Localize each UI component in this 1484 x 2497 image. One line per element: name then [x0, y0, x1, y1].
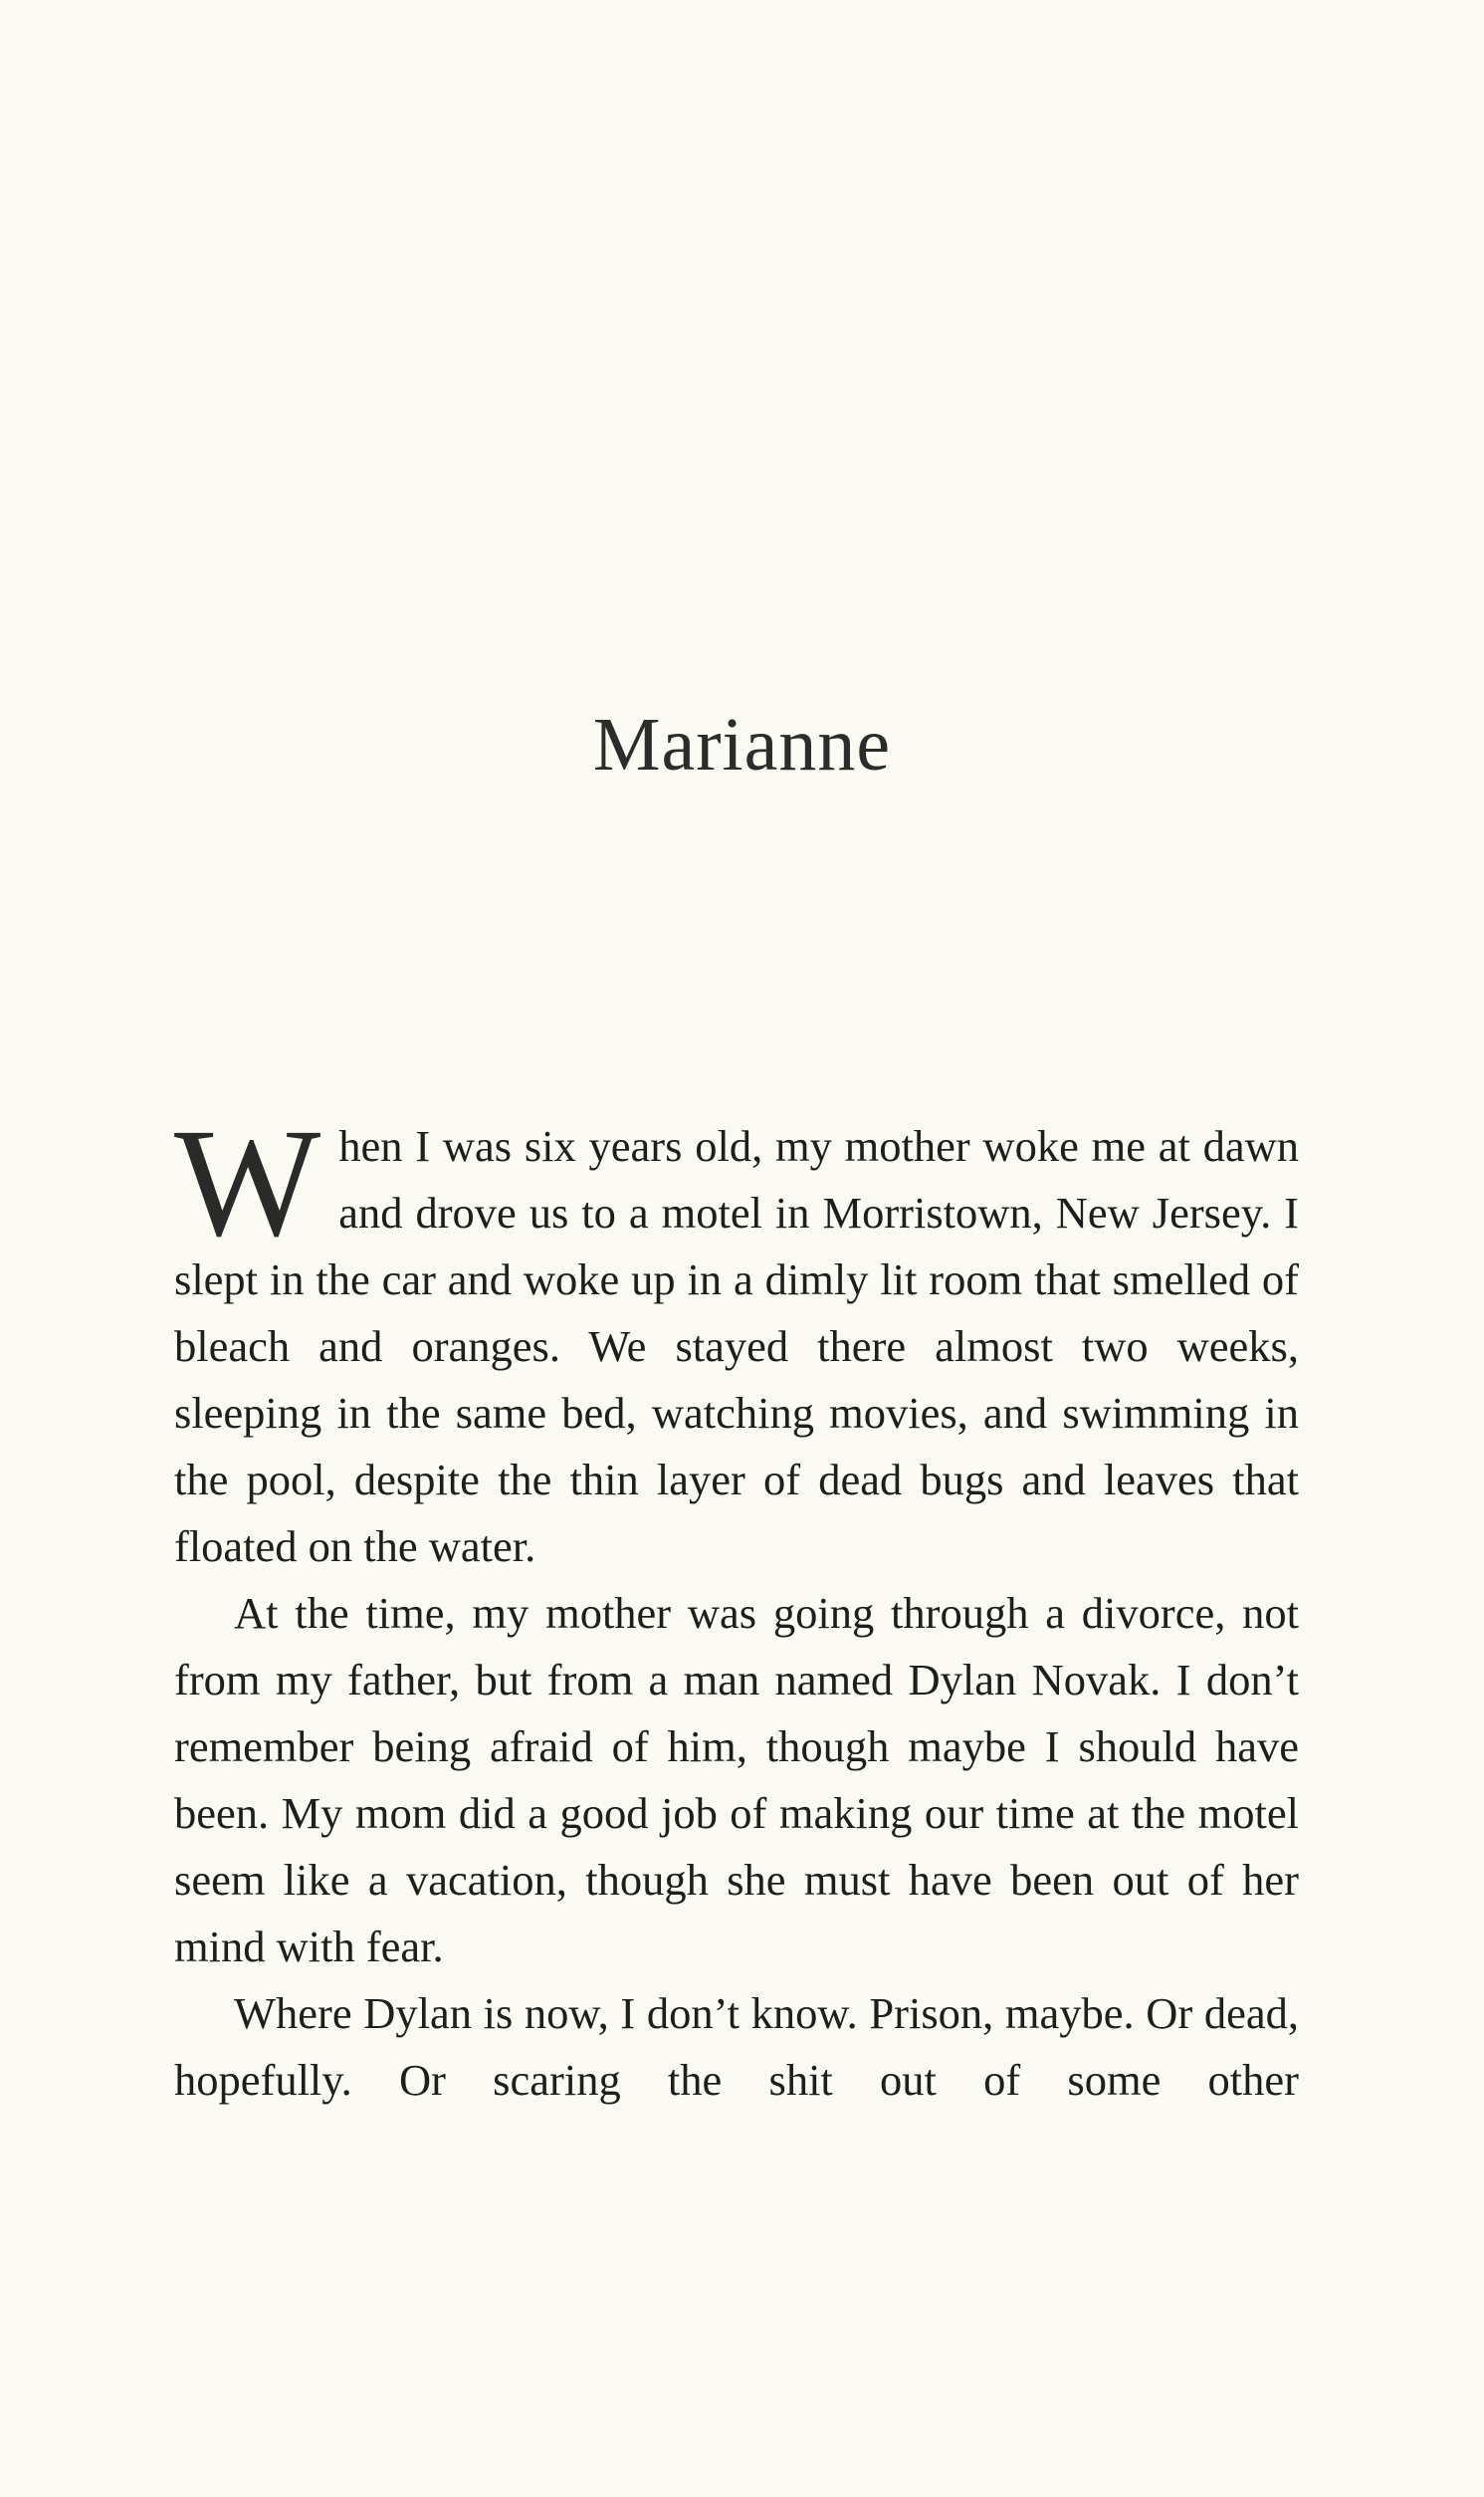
paragraph-1 [174, 1096, 1299, 1580]
chapter-body [174, 1096, 1299, 2114]
paragraph-3: Where Dylan is now, I don’t know. Prison, maybe. Or dead, hopefully. Or scaring the shit out of some other [174, 1988, 1299, 2105]
chapter-title: Marianne [592, 703, 892, 787]
drop-cap: W [174, 1096, 321, 1268]
paragraph-2: At the time, my mother was going through a divorce, not from my father, but from a man named Dylan Novak. I don’t remember being afraid of him, though maybe I should have been. My mom did a good job of making our time at the motel seem like a vacation, though she must have been out of her mind with fear. [174, 1588, 1299, 1971]
paragraph-1-text: hen I was six years old, my mother woke me at dawn and drove us to a motel in Morristown, New Jersey. I slept in the car and woke up in a dimly lit room that smelled of bleach and oranges. We stayed there almost two weeks, sleeping in the same bed, watching movies, and swimming in the pool, despite the thin layer of dead bugs and leaves that floated on the water. [174, 1121, 1299, 1571]
